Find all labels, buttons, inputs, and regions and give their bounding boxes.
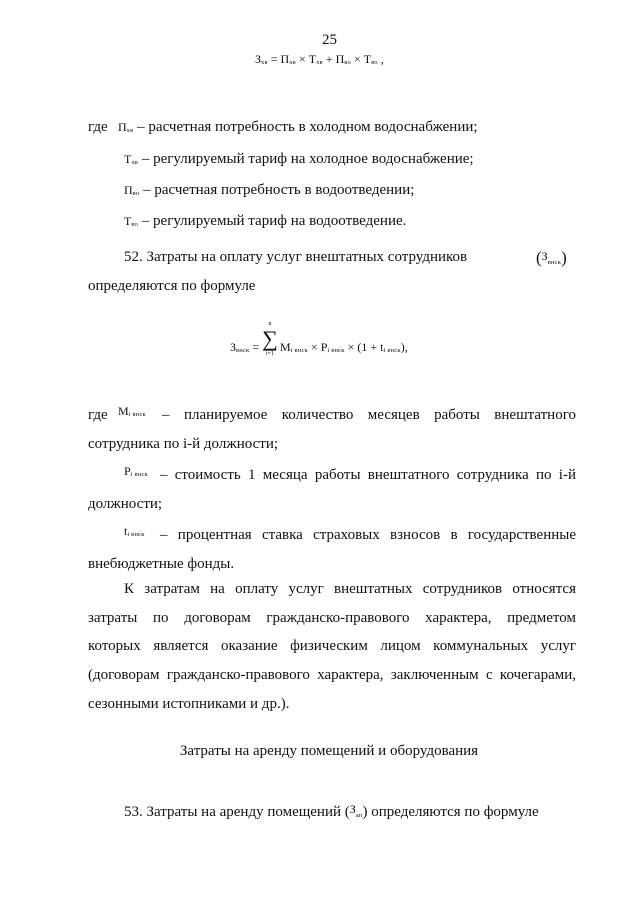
def-line: – стоимость 1 месяца работы внештатного сотрудника по i-й — [160, 467, 576, 483]
def-line-cont: внебюджетные фонды. — [88, 556, 235, 572]
section-heading: Затраты на аренду помещений и оборудования — [179, 743, 479, 759]
def-line: – планируемое количество месяцев работы внештатного — [162, 407, 576, 423]
note-line: К затратам на оплату услуг внештатных сотрудников относятся — [124, 581, 576, 597]
def-line: Пхв – расчетная потребность в холодном водоснабжении; — [118, 119, 478, 135]
def-line-cont: должности; — [88, 496, 163, 512]
def-where-label: где — [88, 407, 108, 423]
def-symbol: Mi внск — [118, 404, 146, 418]
p52-line2: определяются по формуле — [88, 278, 256, 294]
formula-water: Зхв = Пхв × Тхв + Пво × Тво , — [255, 52, 384, 66]
p52-line1: 52. Затраты на оплату услуг внештатных сотрудников — [124, 249, 468, 265]
formula-staff-terms: Mi внск × Pi внск × (1 + ti внск), — [280, 340, 408, 354]
def-symbol: Pi внск — [124, 464, 148, 478]
def-symbol: ti внск — [124, 524, 145, 538]
p52-symbol: ($^З$внск) — [536, 248, 567, 267]
note-line: которых является оказание физическим лицом коммунальных услуг — [88, 638, 576, 654]
p53-line: 53. Затраты на аренду помещений ($^З$ап) определяются по формуле — [124, 802, 539, 820]
def-line: – процентная ставка страховых взносов в государственные — [160, 527, 576, 543]
def-where-label: где — [88, 119, 108, 135]
note-line: сезонными истопниками и др.). — [88, 696, 290, 712]
page-number: 25 — [322, 32, 337, 48]
formula-staff: Звнск = — [230, 340, 260, 354]
def-line: Тво – регулируемый тариф на водоотведение. — [124, 213, 407, 229]
sum-operator: n ∑ i=1 — [262, 321, 278, 357]
def-line: Тхв – регулируемый тариф на холодное водоснабжение; — [124, 151, 474, 167]
def-line: Пво – расчетная потребность в водоотведении; — [124, 182, 415, 198]
def-line-cont: сотрудника по i-й должности; — [88, 436, 279, 452]
note-line: затраты по договорам гражданско-правового характера, предметом — [88, 610, 576, 626]
note-line: (договорам гражданско-правового характера, заключенным с кочегарами, — [88, 667, 576, 683]
